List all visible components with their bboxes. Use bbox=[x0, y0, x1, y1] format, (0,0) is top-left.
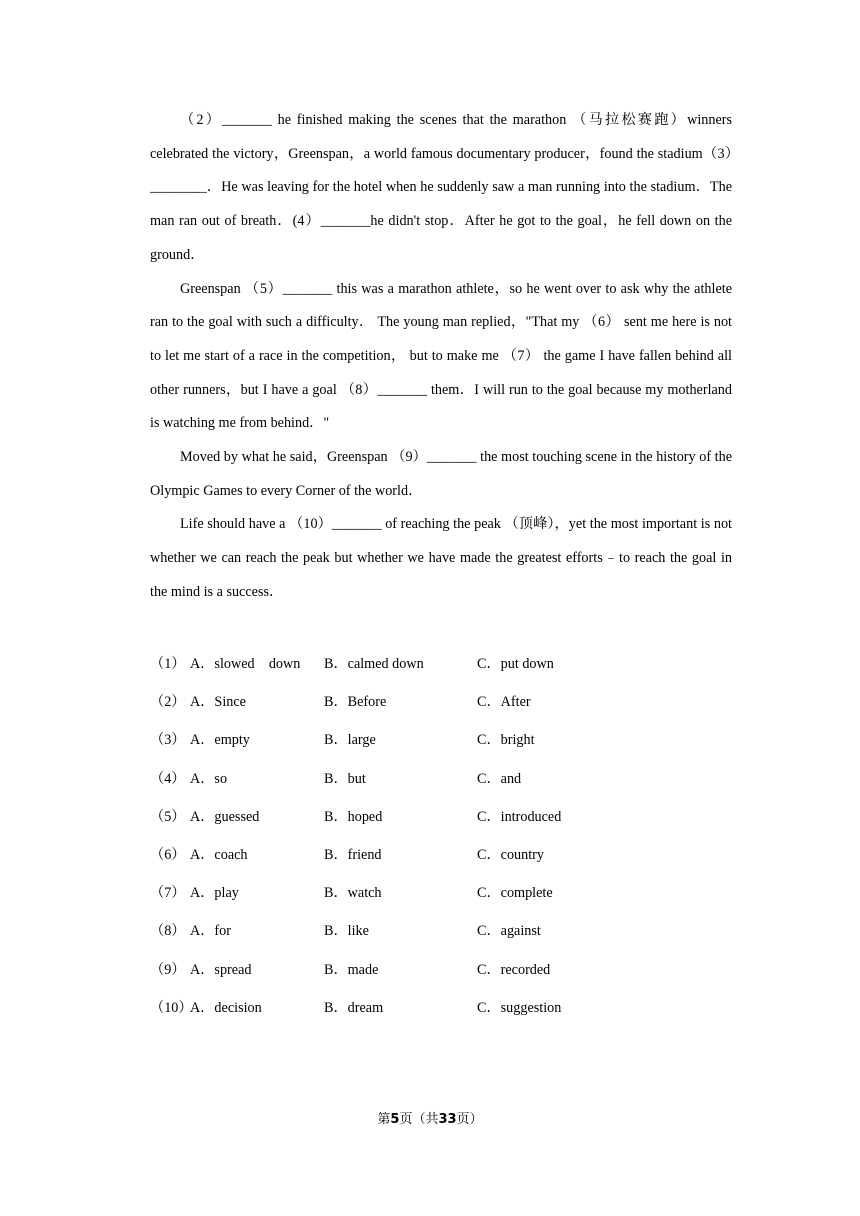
question-number: （1） bbox=[150, 656, 186, 672]
choice-b: B．like bbox=[324, 923, 369, 940]
total-page-count: 33 bbox=[438, 1112, 457, 1127]
question-number: （7） bbox=[150, 885, 186, 902]
question-number: （5） bbox=[150, 808, 186, 825]
option-row bbox=[150, 989, 732, 1027]
page-footer bbox=[0, 1108, 860, 1132]
question-number: （4） bbox=[150, 770, 186, 787]
question-number: （10） bbox=[150, 999, 193, 1016]
passage-paragraph-2: Greenspan （5）_______ this was a marathon athlete，so he went over to ask why the athlete ran to the goal with such a difficulty． The young man replied，"That my （6） sent me here is not to let me start of a race in the competition， but to make me （7） the game I have fallen behind all other runners，but I have a goal （8）_______ them．I will run to the goal because my motherland is watching me from behind．" bbox=[150, 280, 732, 432]
option-row bbox=[150, 760, 732, 798]
choice-c: C．and bbox=[477, 770, 522, 787]
choice-b: B．made bbox=[324, 961, 379, 978]
choice-c: C．country bbox=[477, 846, 544, 863]
choice-c: C．bright bbox=[477, 732, 535, 749]
choice-c: C．put down bbox=[477, 656, 554, 672]
option-row bbox=[150, 836, 732, 874]
choice-a: A．spread bbox=[190, 961, 252, 978]
choice-b: B．calmed down bbox=[324, 656, 424, 672]
choice-b: B．friend bbox=[324, 846, 382, 863]
footer-prefix: 第 bbox=[377, 1112, 391, 1127]
choice-b: B．hoped bbox=[324, 808, 383, 825]
choice-c: C．complete bbox=[477, 885, 553, 902]
question-number: （8） bbox=[150, 923, 186, 940]
choice-a: A．Since bbox=[190, 694, 246, 711]
option-row bbox=[150, 645, 732, 683]
choice-c: C．against bbox=[477, 923, 541, 940]
choice-a: A．for bbox=[190, 923, 231, 940]
option-row bbox=[150, 951, 732, 989]
answer-options bbox=[150, 645, 732, 1027]
passage-paragraph-3: Moved by what he said，Greenspan （9）_______ the most touching scene in the history of the Olympic Games to every Corner of the world． bbox=[150, 449, 732, 499]
option-row bbox=[150, 721, 732, 759]
choice-c: C．introduced bbox=[477, 808, 562, 825]
question-number: （2） bbox=[150, 694, 186, 711]
option-row bbox=[150, 798, 732, 836]
choice-b: B．dream bbox=[324, 999, 384, 1016]
question-number: （3） bbox=[150, 732, 186, 749]
choice-a: A．empty bbox=[190, 732, 250, 749]
choice-a: A．guessed bbox=[190, 808, 260, 825]
choice-b: B．watch bbox=[324, 885, 382, 902]
option-row bbox=[150, 912, 732, 950]
choice-b: B．Before bbox=[324, 694, 387, 711]
option-row bbox=[150, 683, 732, 721]
choice-a: A．decision bbox=[190, 999, 262, 1016]
passage-paragraph-4: Life should have a （10）_______ of reaching the peak （顶峰），yet the most important is not whether we can reach the peak but whether we have made the greatest efforts﹣to reach the goal in the mind is a success． bbox=[150, 516, 732, 600]
cloze-passage bbox=[150, 104, 732, 610]
choice-a: A．play bbox=[190, 885, 239, 902]
choice-c: C．recorded bbox=[477, 961, 551, 978]
passage-paragraph-1: （2）_______ he finished making the scenes that the marathon （马拉松赛跑）winners celebrated the victory，Greenspan，a world famous documentary producer，found the stadium（3）________．He was leaving for the hotel when he suddenly saw a man running into the stadium．The man ran out of breath．(4）_______he didn't stop．After he got to the goal，he fell down on the ground． bbox=[150, 112, 732, 263]
current-page-number: 5 bbox=[390, 1112, 400, 1127]
choice-c: C．suggestion bbox=[477, 999, 562, 1016]
option-row bbox=[150, 874, 732, 912]
choice-a: A．coach bbox=[190, 846, 248, 863]
choice-a: A．so bbox=[190, 770, 228, 787]
choice-c: C．After bbox=[477, 694, 531, 711]
footer-suffix: 页） bbox=[456, 1112, 483, 1127]
choice-b: B．but bbox=[324, 770, 366, 787]
choice-a: A．slowed down bbox=[190, 656, 301, 672]
question-number: （9） bbox=[150, 961, 186, 978]
footer-middle: 页（共 bbox=[399, 1112, 439, 1127]
question-number: （6） bbox=[150, 846, 186, 863]
choice-b: B．large bbox=[324, 732, 376, 749]
